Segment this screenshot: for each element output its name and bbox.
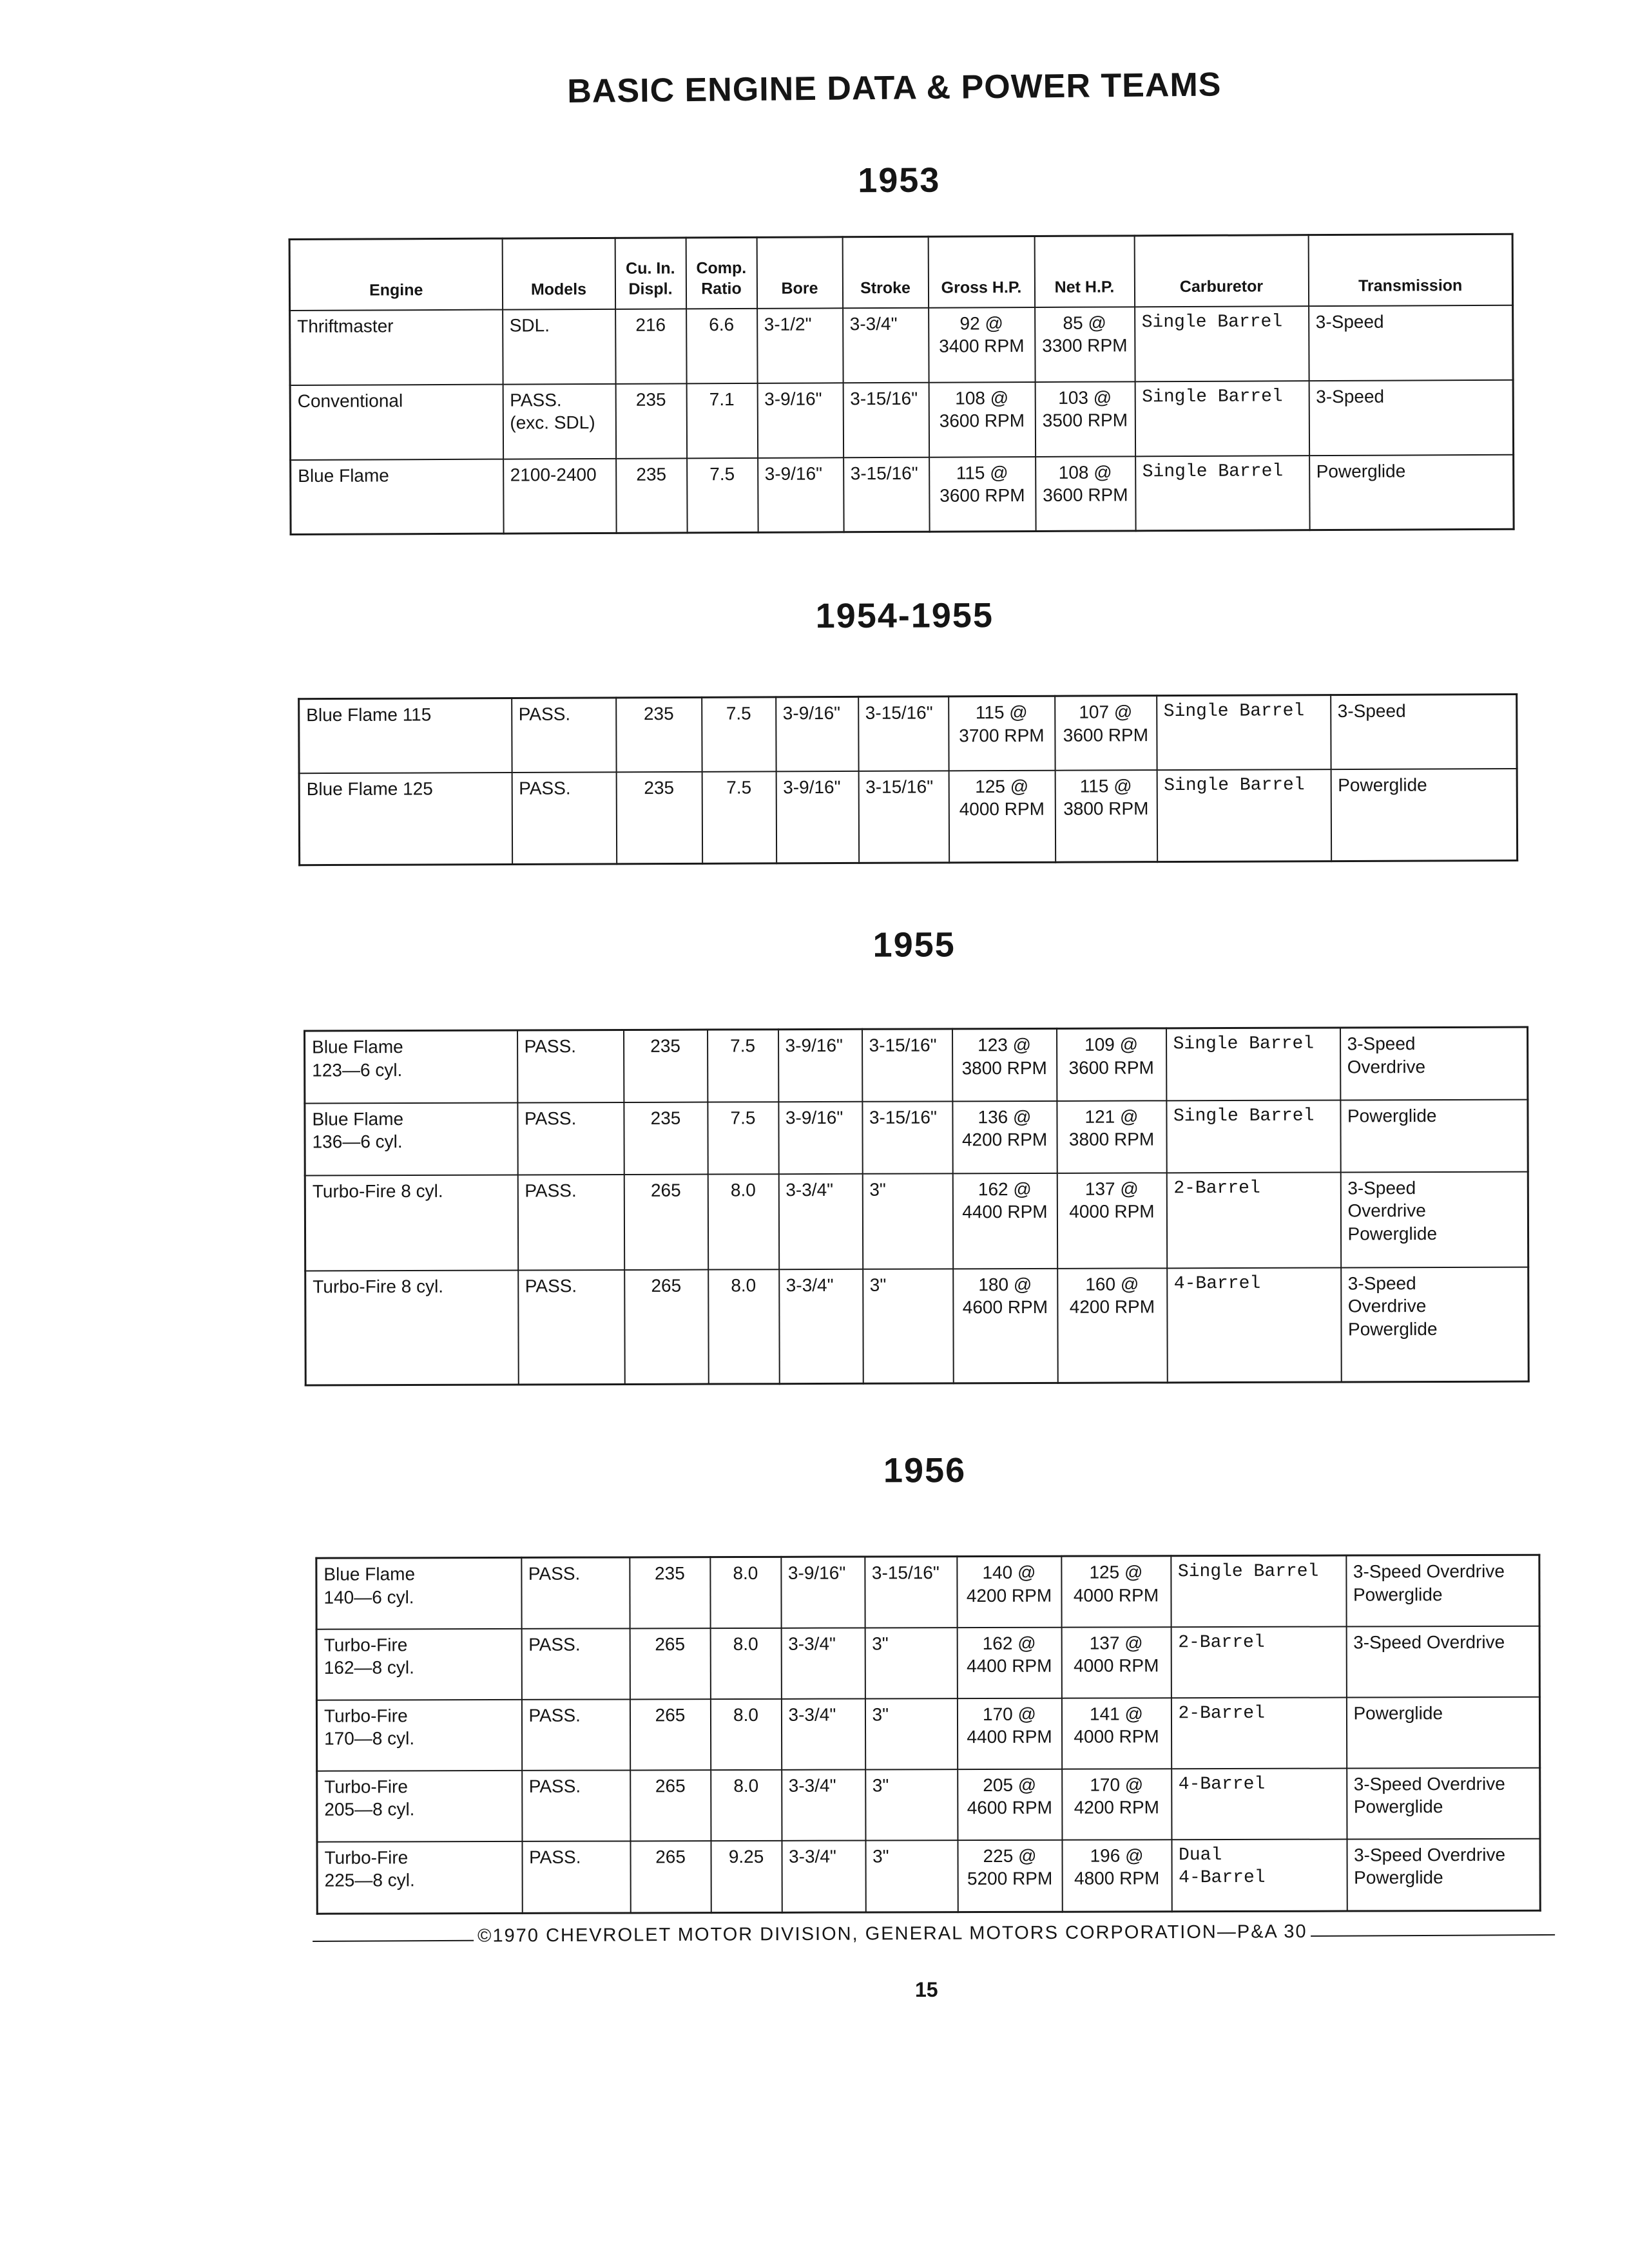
comp-cell: 7.5 [702, 697, 776, 771]
carburetor-cell: Single Barrel [1157, 695, 1331, 770]
section-year: 1956 [883, 1451, 967, 1490]
models-cell: PASS. [517, 1030, 624, 1102]
comp-cell: 9.25 [711, 1840, 782, 1912]
displ-cell: 235 [630, 1557, 710, 1628]
bore-cell: 3-9/16" [776, 697, 858, 771]
net-hp-cell: 115 @ 3800 RPM [1055, 770, 1157, 863]
stroke-cell: 3-15/16" [858, 697, 949, 771]
engine-table [298, 693, 1518, 866]
net-hp-cell: 196 @ 4800 RPM [1062, 1840, 1171, 1912]
transmission-cell: 3-Speed Overdrive Powerglide [1347, 1838, 1540, 1911]
gross-hp-cell: 162 @ 4400 RPM [957, 1627, 1061, 1698]
transmission-cell: 3-Speed [1309, 380, 1514, 455]
carburetor-cell: Single Barrel [1135, 306, 1309, 381]
carburetor-cell: Single Barrel [1171, 1555, 1346, 1627]
comp-cell: 8.0 [708, 1174, 778, 1269]
displ-cell: 235 [624, 1030, 708, 1102]
stroke-cell: 3-15/16" [858, 771, 949, 863]
col-header-net: Net H.P. [1034, 236, 1134, 307]
carburetor-cell: 2-Barrel [1166, 1172, 1340, 1268]
bore-cell: 3-3/4" [779, 1269, 863, 1383]
stroke-cell: 3" [865, 1769, 958, 1840]
comp-cell: 7.5 [687, 457, 758, 532]
carburetor-cell: Single Barrel [1157, 769, 1331, 862]
displ-cell: 235 [616, 458, 688, 533]
stroke-cell: 3" [865, 1628, 957, 1698]
table-row [316, 1696, 1539, 1771]
table-row [305, 1171, 1528, 1271]
net-hp-cell: 170 @ 4200 RPM [1062, 1769, 1171, 1840]
stroke-cell: 3-15/16" [843, 457, 930, 532]
displ-cell: 235 [624, 1102, 708, 1174]
col-header-engine: Engine [289, 238, 502, 310]
stroke-cell: 3" [863, 1269, 954, 1383]
engine-cell: Blue Flame [291, 459, 504, 534]
models-cell: PASS. (exc. SDL) [503, 383, 616, 459]
models-cell: PASS. [517, 1102, 624, 1175]
gross-hp-cell: 108 @ 3600 RPM [929, 381, 1036, 457]
stroke-cell: 3-15/16" [843, 382, 929, 457]
table-row [299, 768, 1518, 865]
net-hp-cell: 109 @ 3600 RPM [1057, 1028, 1166, 1101]
engine-cell: Turbo-Fire 162—8 cyl. [316, 1628, 521, 1700]
col-header-carb: Carburetor [1134, 235, 1308, 307]
models-cell: 2100-2400 [503, 458, 617, 533]
bore-cell: 3-9/16" [758, 457, 844, 533]
displ-cell: 265 [624, 1269, 709, 1384]
gross-hp-cell: 140 @ 4200 RPM [957, 1556, 1061, 1627]
table-row [317, 1838, 1540, 1914]
col-header-bore: Bore [757, 237, 842, 309]
stroke-cell: 3-3/4" [843, 307, 929, 383]
displ-cell: 265 [624, 1174, 708, 1269]
engine-table [304, 1026, 1530, 1387]
bore-cell: 3-3/4" [782, 1769, 865, 1840]
section-year: 1953 [858, 160, 941, 200]
models-cell: PASS. [518, 1269, 625, 1385]
displ-cell: 265 [630, 1628, 710, 1699]
net-hp-cell: 125 @ 4000 RPM [1061, 1556, 1171, 1627]
bore-cell: 3-3/4" [778, 1173, 862, 1269]
net-hp-cell: 160 @ 4200 RPM [1057, 1268, 1168, 1383]
models-cell: PASS. [512, 698, 616, 773]
transmission-cell: 3-Speed Overdrive [1346, 1626, 1539, 1697]
col-header-models: Models [502, 238, 615, 309]
displ-cell: 265 [630, 1699, 710, 1770]
stroke-cell: 3-15/16" [865, 1557, 957, 1628]
engine-cell: Turbo-Fire 8 cyl. [305, 1175, 517, 1271]
carburetor-cell: Single Barrel [1166, 1028, 1340, 1100]
net-hp-cell: 137 @ 4000 RPM [1057, 1173, 1166, 1269]
net-hp-cell: 121 @ 3800 RPM [1057, 1100, 1166, 1173]
transmission-cell: 3-Speed Overdrive Powerglide [1347, 1767, 1540, 1839]
engine-table [315, 1554, 1541, 1915]
bore-cell: 3-3/4" [781, 1628, 865, 1698]
header-row [289, 234, 1512, 310]
transmission-cell: 3-Speed Overdrive [1340, 1027, 1528, 1100]
net-hp-cell: 108 @ 3600 RPM [1036, 456, 1136, 532]
bore-cell: 3-1/2" [757, 308, 843, 383]
comp-cell: 7.5 [708, 1030, 778, 1102]
gross-hp-cell: 162 @ 4400 RPM [952, 1173, 1057, 1269]
table-row [305, 1027, 1528, 1103]
carburetor-cell: Single Barrel [1135, 381, 1309, 456]
carburetor-cell: 2-Barrel [1171, 1697, 1346, 1769]
models-cell: PASS. [522, 1841, 630, 1913]
displ-cell: 235 [616, 697, 702, 772]
engine-cell: Blue Flame 140—6 cyl. [316, 1557, 521, 1629]
net-hp-cell: 85 @ 3300 RPM [1035, 307, 1135, 382]
col-header-comp: Comp. Ratio [686, 237, 757, 308]
table-row [316, 1555, 1539, 1629]
carburetor-cell: 4-Barrel [1171, 1768, 1347, 1840]
displ-cell: 235 [616, 771, 702, 864]
engine-cell: Conventional [290, 384, 503, 459]
bore-cell: 3-9/16" [778, 1101, 862, 1173]
page-number: 15 [915, 1978, 938, 2001]
stroke-cell: 3-15/16" [862, 1101, 952, 1173]
gross-hp-cell: 115 @ 3600 RPM [929, 456, 1036, 532]
transmission-cell: 3-Speed Overdrive Powerglide [1346, 1555, 1539, 1626]
carburetor-cell: Dual 4-Barrel [1171, 1839, 1347, 1912]
engine-cell: Turbo-Fire 170—8 cyl. [316, 1699, 521, 1771]
engine-cell: Turbo-Fire 8 cyl. [305, 1270, 519, 1385]
models-cell: PASS. [522, 1770, 630, 1841]
comp-cell: 7.5 [702, 771, 776, 863]
table-row [290, 380, 1513, 459]
engine-cell: Turbo-Fire 205—8 cyl. [317, 1770, 522, 1841]
displ-cell: 265 [630, 1770, 711, 1841]
table-row [290, 305, 1513, 385]
gross-hp-cell: 205 @ 4600 RPM [958, 1769, 1062, 1840]
transmission-cell: Powerglide [1340, 1099, 1528, 1172]
footer-copyright [313, 1920, 1555, 1948]
engine-cell: Turbo-Fire 225—8 cyl. [317, 1841, 522, 1914]
table-row [316, 1626, 1539, 1700]
gross-hp-cell: 136 @ 4200 RPM [952, 1100, 1057, 1173]
comp-cell: 8.0 [710, 1557, 781, 1628]
transmission-cell: 3-Speed [1331, 694, 1517, 769]
net-hp-cell: 137 @ 4000 RPM [1061, 1627, 1171, 1698]
stroke-cell: 3" [862, 1173, 952, 1269]
col-header-displ: Cu. In. Displ. [615, 238, 686, 309]
net-hp-cell: 107 @ 3600 RPM [1055, 696, 1157, 771]
section-year: 1955 [872, 925, 956, 965]
transmission-cell: 3-Speed Overdrive Powerglide [1340, 1171, 1528, 1267]
models-cell: PASS. [517, 1174, 624, 1270]
carburetor-cell: Single Barrel [1166, 1100, 1340, 1173]
gross-hp-cell: 170 @ 4400 RPM [957, 1698, 1061, 1769]
table-row [317, 1767, 1540, 1841]
comp-cell: 8.0 [711, 1769, 782, 1840]
gross-hp-cell: 123 @ 3800 RPM [952, 1028, 1057, 1101]
engine-cell: Blue Flame 125 [299, 772, 512, 865]
carburetor-cell: 4-Barrel [1167, 1267, 1342, 1383]
bore-cell: 3-3/4" [782, 1840, 865, 1912]
comp-cell: 8.0 [710, 1628, 781, 1698]
col-header-gross: Gross H.P. [928, 236, 1034, 307]
table-row [291, 454, 1514, 534]
footer-rule-right [1311, 1934, 1556, 1937]
comp-cell: 7.5 [708, 1102, 778, 1174]
bore-cell: 3-9/16" [781, 1557, 865, 1628]
section-year: 1954-1955 [815, 596, 994, 636]
transmission-cell: Powerglide [1346, 1696, 1539, 1768]
transmission-cell: Powerglide [1309, 454, 1514, 530]
col-header-stroke: Stroke [842, 236, 928, 308]
engine-table [289, 233, 1515, 535]
engine-cell: Blue Flame 136—6 cyl. [305, 1102, 517, 1175]
bore-cell: 3-9/16" [778, 1029, 862, 1101]
transmission-cell: Powerglide [1331, 768, 1518, 861]
carburetor-cell: Single Barrel [1135, 456, 1310, 531]
bore-cell: 3-9/16" [757, 383, 843, 458]
bore-cell: 3-3/4" [781, 1698, 865, 1769]
stroke-cell: 3" [865, 1840, 958, 1912]
comp-cell: 8.0 [710, 1698, 781, 1769]
engine-cell: Thriftmaster [290, 309, 503, 385]
stroke-cell: 3-15/16" [862, 1029, 952, 1101]
net-hp-cell: 141 @ 4000 RPM [1061, 1698, 1171, 1769]
models-cell: PASS. [512, 772, 617, 865]
transmission-cell: 3-Speed [1309, 305, 1514, 380]
table-row [305, 1099, 1528, 1175]
comp-cell: 7.1 [686, 383, 758, 457]
gross-hp-cell: 225 @ 5200 RPM [958, 1840, 1062, 1912]
page-title: BASIC ENGINE DATA & POWER TEAMS [567, 66, 1222, 110]
net-hp-cell: 103 @ 3500 RPM [1035, 381, 1135, 457]
displ-cell: 216 [615, 309, 687, 383]
comp-cell: 6.6 [686, 308, 758, 383]
bore-cell: 3-9/16" [776, 771, 859, 863]
gross-hp-cell: 180 @ 4600 RPM [953, 1268, 1058, 1383]
comp-cell: 8.0 [708, 1269, 780, 1384]
engine-cell: Blue Flame 123—6 cyl. [305, 1030, 517, 1103]
displ-cell: 235 [615, 383, 687, 458]
models-cell: SDL. [503, 309, 616, 384]
carburetor-cell: 2-Barrel [1171, 1626, 1346, 1698]
transmission-cell: 3-Speed Overdrive Powerglide [1341, 1267, 1529, 1382]
gross-hp-cell: 125 @ 4000 RPM [949, 770, 1055, 863]
models-cell: PASS. [521, 1699, 630, 1770]
models-cell: PASS. [521, 1628, 630, 1699]
table-row [299, 694, 1517, 773]
gross-hp-cell: 115 @ 3700 RPM [949, 696, 1055, 771]
table-row [305, 1267, 1529, 1385]
models-cell: PASS. [521, 1557, 630, 1628]
footer-rule-left [313, 1940, 474, 1942]
col-header-trans: Transmission [1308, 234, 1512, 305]
footer-text: ©1970 CHEVROLET MOTOR DIVISION, GENERAL MOTORS CORPORATION—P&A 30 [477, 1921, 1307, 1946]
displ-cell: 265 [630, 1841, 711, 1913]
gross-hp-cell: 92 @ 3400 RPM [929, 307, 1036, 382]
engine-cell: Blue Flame 115 [299, 698, 512, 773]
stroke-cell: 3" [865, 1698, 957, 1769]
